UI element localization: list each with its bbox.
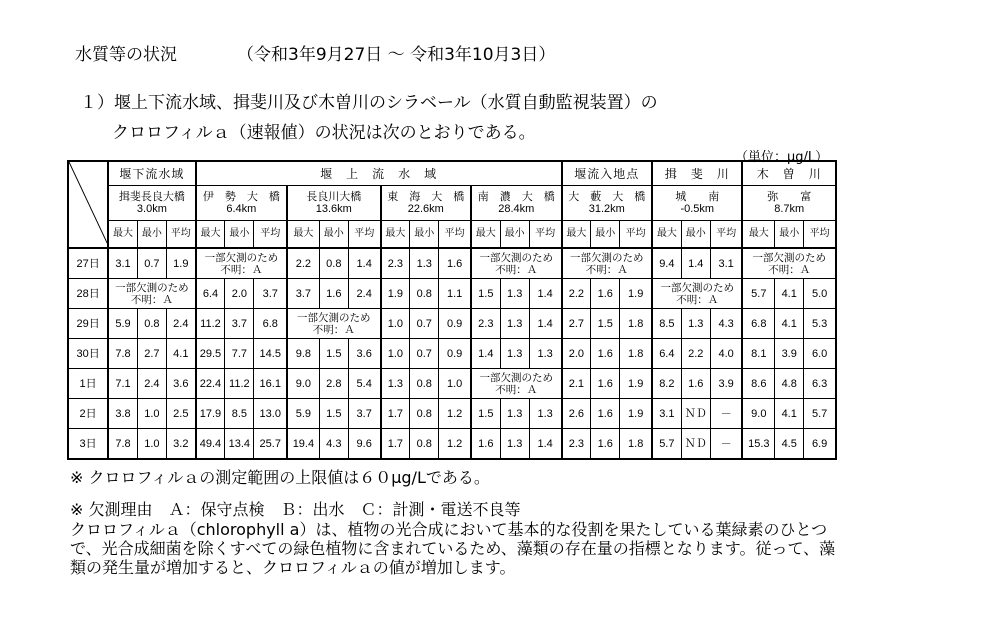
value-cell: 7.7 [225, 339, 254, 369]
station-header [108, 186, 195, 221]
value-cell: 3.1 [652, 399, 681, 429]
missing-code-line: 不明：Ａ [676, 293, 719, 306]
value-cell: 1.4 [681, 248, 710, 279]
value-cell: 0.8 [410, 429, 439, 460]
value-cell: 0.8 [410, 279, 439, 309]
title-text: 水質等の状況 [75, 45, 177, 65]
day-label: 28日 [68, 279, 108, 309]
missing-cell [196, 248, 287, 279]
subheader-min: 最小 [319, 221, 348, 249]
subheader-max: 最大 [196, 221, 225, 249]
group-downstream: 堰下流水域 [108, 161, 195, 186]
station-header [287, 186, 380, 221]
value-cell: 1.3 [500, 399, 529, 429]
day-label: 2日 [68, 399, 108, 429]
value-cell: 1.2 [439, 399, 471, 429]
value-cell: 1.4 [529, 429, 561, 460]
value-cell: 4.8 [775, 369, 804, 399]
value-cell: 5.0 [804, 279, 836, 309]
missing-reason-line: 一部欠測のため [115, 281, 189, 294]
value-cell: 1.6 [319, 279, 348, 309]
value-cell: 1.7 [381, 429, 410, 460]
missing-code-line: 不明：Ａ [130, 293, 173, 306]
value-cell: 2.3 [562, 429, 591, 460]
day-label: 3日 [68, 429, 108, 460]
station-distance: 22.6km [407, 203, 444, 215]
value-cell: 16.1 [254, 369, 287, 399]
value-cell: 3.7 [254, 279, 287, 309]
value-cell: 9.0 [287, 369, 319, 399]
value-cell: 4.5 [775, 429, 804, 460]
value-cell: 9.0 [742, 399, 774, 429]
missing-code-line: 不明：Ａ [312, 323, 355, 336]
value-cell: 6.9 [804, 429, 836, 460]
value-cell: 1.3 [529, 399, 561, 429]
subheader-max: 最大 [471, 221, 500, 249]
value-cell: 49.4 [196, 429, 225, 460]
value-cell: 2.3 [471, 309, 500, 339]
missing-code-line: 不明：Ａ [495, 383, 538, 396]
value-cell: 3.6 [166, 369, 195, 399]
value-cell: 0.7 [410, 309, 439, 339]
value-cell: 22.4 [196, 369, 225, 399]
value-cell: 1.0 [439, 369, 471, 399]
value-cell: 1.4 [529, 309, 561, 339]
value-cell: 9.6 [348, 429, 380, 460]
value-cell: 3.1 [710, 248, 742, 279]
value-cell: 1.3 [500, 279, 529, 309]
value-cell: 2.5 [166, 399, 195, 429]
value-cell: 8.1 [742, 339, 774, 369]
value-cell: 3.2 [166, 429, 195, 460]
value-cell: 6.8 [742, 309, 774, 339]
value-cell: 1.3 [410, 248, 439, 279]
value-cell: 7.8 [108, 429, 137, 460]
station-header [742, 186, 836, 221]
station-name: 長良川大橋 [306, 191, 362, 203]
missing-code-line: 不明：Ａ [585, 263, 628, 276]
value-cell: 6.8 [254, 309, 287, 339]
group-ibi: 揖 斐 川 [652, 161, 742, 186]
value-cell: 1.5 [319, 339, 348, 369]
missing-code-line: 不明：Ａ [495, 263, 538, 276]
station-name: 東 海 大 橋 [387, 191, 465, 203]
station-header [471, 186, 562, 221]
station-header [381, 186, 471, 221]
value-cell: 8.5 [652, 309, 681, 339]
subheader-max: 最大 [562, 221, 591, 249]
value-cell: 15.3 [742, 429, 774, 460]
value-cell: 8.5 [225, 399, 254, 429]
value-cell: 2.4 [348, 279, 380, 309]
value-cell: － [710, 429, 742, 460]
table-row [68, 369, 836, 399]
station-distance: 8.7km [774, 203, 805, 215]
value-cell: 3.8 [108, 399, 137, 429]
subheader-min: 最小 [500, 221, 529, 249]
missing-cell [562, 248, 652, 279]
value-cell: 9.4 [652, 248, 681, 279]
subheader-max: 最大 [108, 221, 137, 249]
value-cell: 1.9 [381, 279, 410, 309]
value-cell: 11.2 [225, 369, 254, 399]
note-missing-reasons: ※ 欠測理由 Ａ：保守点検 Ｂ：出水 Ｃ：計測・電送不良等 [70, 500, 521, 519]
value-cell: 2.0 [562, 339, 591, 369]
value-cell: 6.0 [804, 339, 836, 369]
value-cell: 1.5 [471, 399, 500, 429]
table-row [68, 279, 836, 309]
value-cell: 1.5 [591, 309, 620, 339]
value-cell: 1.6 [591, 399, 620, 429]
value-cell: 5.7 [742, 279, 774, 309]
value-cell: 8.2 [652, 369, 681, 399]
value-cell: 1.0 [137, 399, 166, 429]
value-cell: 1.6 [471, 429, 500, 460]
value-cell: 1.3 [500, 339, 529, 369]
value-cell: 8.6 [742, 369, 774, 399]
value-cell: 1.2 [439, 429, 471, 460]
value-cell: 5.7 [652, 429, 681, 460]
value-cell: 2.8 [319, 369, 348, 399]
value-cell: 0.9 [439, 339, 471, 369]
value-cell: 1.3 [381, 369, 410, 399]
missing-reason-line: 一部欠測のため [752, 251, 826, 264]
value-cell: 1.8 [620, 309, 652, 339]
value-cell: 2.6 [562, 399, 591, 429]
value-cell: 5.9 [108, 309, 137, 339]
value-cell: 2.4 [137, 369, 166, 399]
value-cell: 1.0 [381, 339, 410, 369]
value-cell: 1.4 [471, 339, 500, 369]
value-cell: 17.9 [196, 399, 225, 429]
day-label: 30日 [68, 339, 108, 369]
missing-reason-line: 一部欠測のため [570, 251, 644, 264]
subheader-avg: 平均 [348, 221, 380, 249]
table-row [68, 399, 836, 429]
subheader-avg: 平均 [804, 221, 836, 249]
subheader-min: 最小 [137, 221, 166, 249]
missing-reason-line: 一部欠測のため [660, 281, 734, 294]
table-row [68, 429, 836, 460]
value-cell: 2.2 [287, 248, 319, 279]
value-cell: 2.3 [381, 248, 410, 279]
missing-reason-line: 一部欠測のため [479, 251, 553, 264]
page-title [75, 40, 555, 65]
subheader-avg: 平均 [529, 221, 561, 249]
value-cell: 0.8 [410, 369, 439, 399]
header-row-stations [68, 186, 836, 221]
header-row-groups [68, 161, 836, 186]
value-cell: 25.7 [254, 429, 287, 460]
value-cell: 3.7 [348, 399, 380, 429]
value-cell: 4.1 [775, 279, 804, 309]
title-period: （令和3年9月27日 ～ 令和3年10月3日） [237, 45, 556, 65]
subheader-max: 最大 [287, 221, 319, 249]
value-cell: 1.9 [166, 248, 195, 279]
value-cell: 2.2 [562, 279, 591, 309]
missing-code-line: 不明：Ａ [768, 263, 811, 276]
subheader-min: 最小 [775, 221, 804, 249]
value-cell: 1.6 [681, 369, 710, 399]
station-name: 城 南 [675, 191, 720, 203]
table-row [68, 309, 836, 339]
value-cell: 6.3 [804, 369, 836, 399]
value-cell: 1.3 [681, 309, 710, 339]
value-cell: 1.7 [381, 399, 410, 429]
intro-line-2: クロロフィルａ（速報値）の状況は次のとおりである。 [112, 123, 536, 143]
value-cell: 11.2 [196, 309, 225, 339]
unit-label: （単位：μg/L） [735, 150, 829, 165]
value-cell: 29.5 [196, 339, 225, 369]
missing-cell [471, 369, 562, 399]
value-cell: 1.4 [348, 248, 380, 279]
value-cell: 1.6 [591, 369, 620, 399]
value-cell: 1.6 [591, 429, 620, 460]
missing-code-line: 不明：Ａ [220, 263, 263, 276]
subheader-avg: 平均 [254, 221, 287, 249]
missing-cell [742, 248, 836, 279]
value-cell: 4.3 [319, 429, 348, 460]
subheader-max: 最大 [652, 221, 681, 249]
station-distance: 13.6km [315, 203, 352, 215]
value-cell: 2.2 [681, 339, 710, 369]
table-row [68, 248, 836, 279]
missing-reason-line: 一部欠測のため [204, 251, 279, 264]
value-cell: 3.9 [710, 369, 742, 399]
value-cell: 1.5 [471, 279, 500, 309]
value-cell: 7.1 [108, 369, 137, 399]
header-row-subheaders [68, 221, 836, 249]
missing-reason-line: 一部欠測のため [479, 371, 553, 384]
station-distance: -0.5km [680, 203, 715, 215]
value-cell: 6.4 [652, 339, 681, 369]
missing-cell [287, 309, 380, 339]
value-cell: 3.1 [108, 248, 137, 279]
value-cell: 1.8 [620, 339, 652, 369]
value-cell: 2.7 [562, 309, 591, 339]
missing-cell [108, 279, 195, 309]
station-name: 揖斐長良大橋 [118, 191, 185, 203]
subheader-min: 最小 [681, 221, 710, 249]
value-cell: 13.4 [225, 429, 254, 460]
station-distance: 3.0km [136, 203, 167, 215]
value-cell: 0.9 [439, 309, 471, 339]
intro-line-1: １）堰上下流水域、揖斐川及び木曽川のシラベール（水質自動監視装置）の [80, 93, 658, 113]
value-cell: 1.1 [439, 279, 471, 309]
value-cell: 1.0 [137, 429, 166, 460]
subheader-avg: 平均 [166, 221, 195, 249]
station-distance: 6.4km [226, 203, 257, 215]
value-cell: － [710, 399, 742, 429]
value-cell: 5.3 [804, 309, 836, 339]
value-cell: 2.4 [166, 309, 195, 339]
value-cell: 0.8 [410, 399, 439, 429]
subheader-min: 最小 [591, 221, 620, 249]
value-cell: 1.8 [620, 429, 652, 460]
value-cell: 1.6 [591, 339, 620, 369]
value-cell: 4.3 [710, 309, 742, 339]
group-inflow: 堰流入地点 [562, 161, 652, 186]
station-name: 弥 富 [767, 191, 812, 203]
diagonal-line [69, 162, 108, 247]
value-cell: 4.1 [775, 399, 804, 429]
value-cell: 3.9 [775, 339, 804, 369]
value-cell: 1.6 [591, 279, 620, 309]
value-cell: 5.4 [348, 369, 380, 399]
value-cell: 1.3 [500, 309, 529, 339]
value-cell: 0.8 [137, 309, 166, 339]
day-label: 1日 [68, 369, 108, 399]
value-cell: 9.8 [287, 339, 319, 369]
value-cell: 3.7 [287, 279, 319, 309]
subheader-avg: 平均 [620, 221, 652, 249]
value-cell: 1.9 [620, 399, 652, 429]
station-header [196, 186, 287, 221]
station-header [562, 186, 652, 221]
value-cell: 4.1 [166, 339, 195, 369]
value-cell: 14.5 [254, 339, 287, 369]
station-name: 大 藪 大 橋 [568, 191, 646, 203]
value-cell: ＮＤ [681, 399, 710, 429]
value-cell: 2.0 [225, 279, 254, 309]
value-cell: 0.7 [137, 248, 166, 279]
value-cell: 5.9 [287, 399, 319, 429]
value-cell: 6.4 [196, 279, 225, 309]
value-cell: 1.0 [381, 309, 410, 339]
value-cell: 5.7 [804, 399, 836, 429]
subheader-max: 最大 [381, 221, 410, 249]
value-cell: 7.8 [108, 339, 137, 369]
subheader-max: 最大 [742, 221, 774, 249]
value-cell: 2.7 [137, 339, 166, 369]
day-label: 27日 [68, 248, 108, 279]
value-cell: 13.0 [254, 399, 287, 429]
subheader-min: 最小 [410, 221, 439, 249]
subheader-avg: 平均 [710, 221, 742, 249]
subheader-min: 最小 [225, 221, 254, 249]
value-cell: 4.0 [710, 339, 742, 369]
station-name: 伊 勢 大 橋 [202, 191, 280, 203]
value-cell: 1.3 [500, 429, 529, 460]
subheader-avg: 平均 [439, 221, 471, 249]
description-paragraph: クロロフィルａ（chlorophyll a）は、植物の光合成において基本的な役割を果たしている葉緑素のひとつで、光合成細菌を除くすべての緑色植物に含まれているため、藻類の存在量の指標となります。従って、藻類の発生量が増加すると、クロロフィルａの値が増加します。 [70, 520, 836, 577]
station-header [652, 186, 742, 221]
value-cell: 1.3 [529, 339, 561, 369]
missing-cell [471, 248, 562, 279]
missing-reason-line: 一部欠測のため [297, 311, 371, 324]
value-cell: 4.1 [775, 309, 804, 339]
group-kiso: 木 曽 川 [742, 161, 836, 186]
value-cell: 1.6 [439, 248, 471, 279]
value-cell: 19.4 [287, 429, 319, 460]
diagonal-corner-cell [68, 161, 108, 248]
value-cell: 1.4 [529, 279, 561, 309]
day-label: 29日 [68, 309, 108, 339]
value-cell: 1.9 [620, 369, 652, 399]
missing-cell [652, 279, 742, 309]
value-cell: 1.5 [319, 399, 348, 429]
station-name: 南 濃 大 橋 [477, 191, 555, 203]
note-upper-limit: ※ クロロフィルａの測定範囲の上限値は６０μg/Lである。 [70, 468, 490, 487]
value-cell: 3.7 [225, 309, 254, 339]
table-row [68, 339, 836, 369]
value-cell: 0.8 [319, 248, 348, 279]
value-cell: 1.9 [620, 279, 652, 309]
station-distance: 28.4km [498, 203, 535, 215]
value-cell: 2.1 [562, 369, 591, 399]
value-cell: 0.7 [410, 339, 439, 369]
group-upstream: 堰 上 流 水 域 [196, 161, 562, 186]
chlorophyll-table [67, 160, 837, 460]
value-cell: ＮＤ [681, 429, 710, 460]
value-cell: 3.6 [348, 339, 380, 369]
station-distance: 31.2km [588, 203, 625, 215]
